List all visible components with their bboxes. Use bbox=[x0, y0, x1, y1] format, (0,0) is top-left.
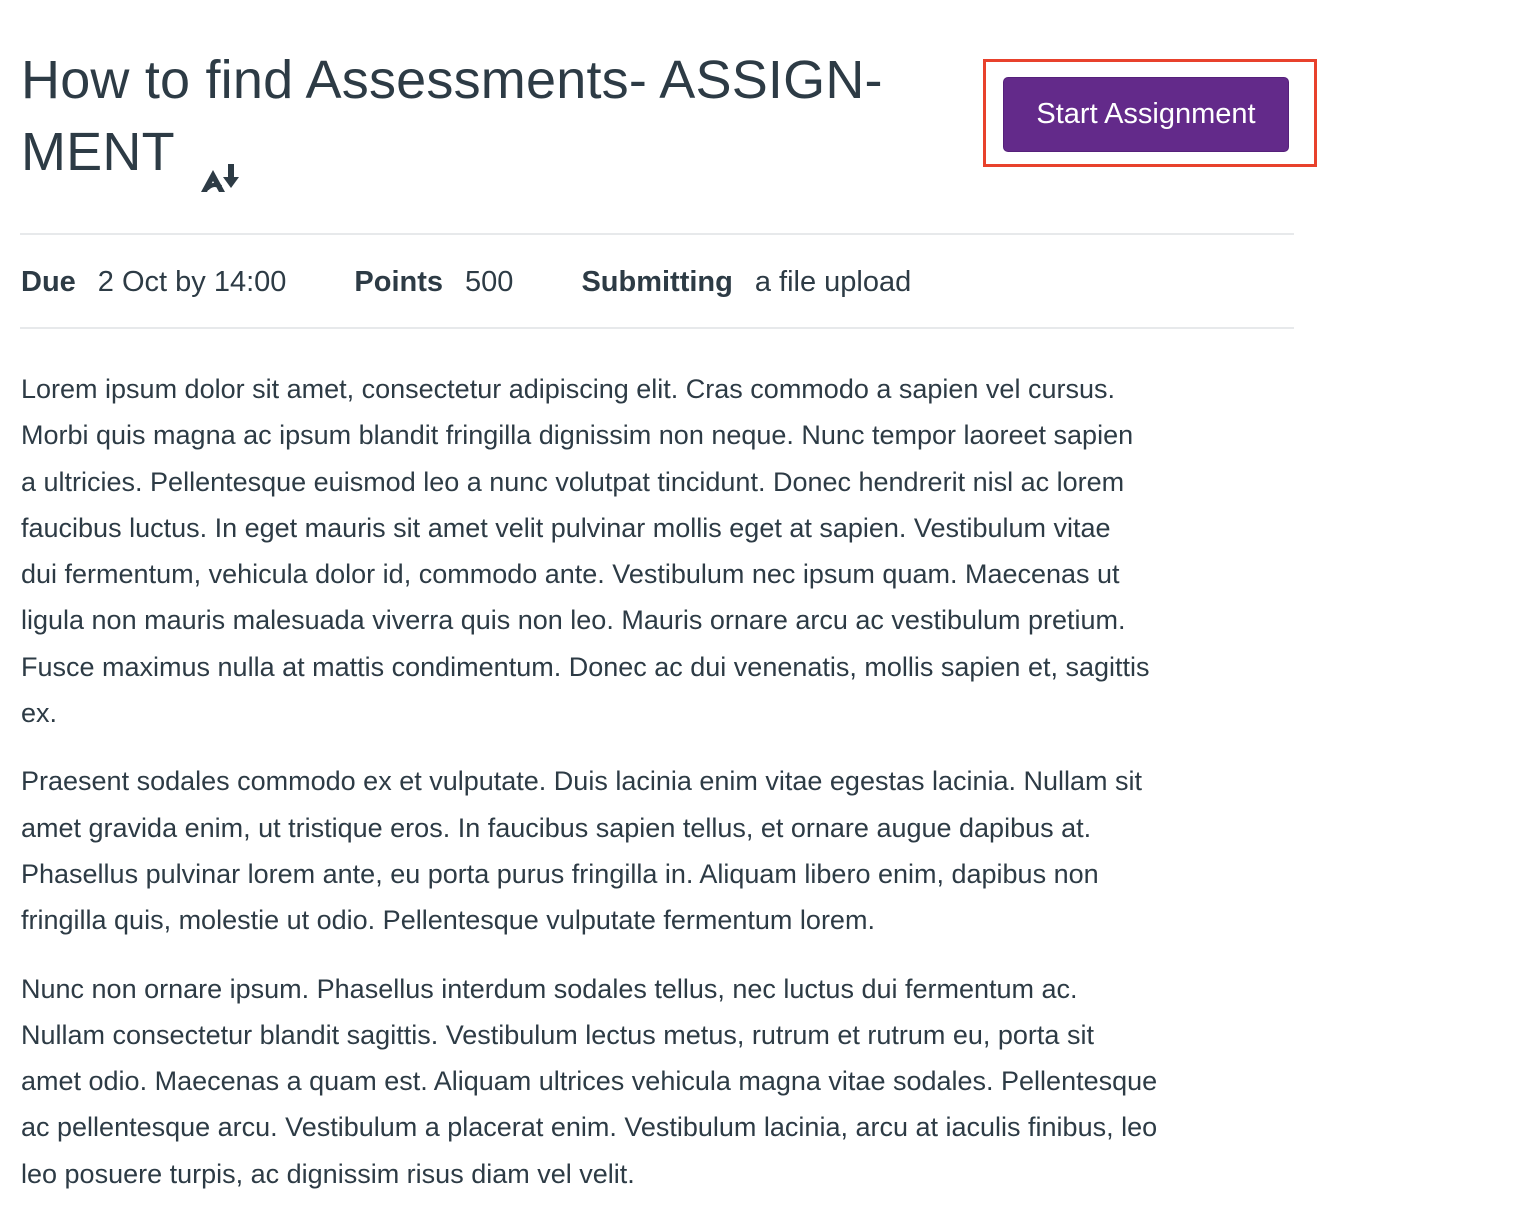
submitting-value: a file upload bbox=[754, 266, 912, 298]
paragraph-line: Nunc non ornare ipsum. Phasellus interdum sodales tellus, nec luctus dui fermentum ac. bbox=[21, 973, 1078, 1004]
divider bbox=[20, 233, 1294, 235]
title-line: How to find Assessments- ASSIGN- bbox=[21, 50, 883, 110]
paragraph-line: Fusce maximus nulla at mattis condimentum. Donec ac dui venenatis, mollis sapien et, sagittis bbox=[21, 651, 1150, 682]
due-label: Due bbox=[21, 266, 76, 298]
immersive-reader-icon[interactable] bbox=[199, 140, 243, 172]
title-line-2 bbox=[21, 116, 883, 188]
divider bbox=[20, 327, 1294, 329]
page-title bbox=[21, 44, 883, 188]
paragraph-line: amet gravida enim, ut tristique eros. In faucibus sapien tellus, et ornare augue dapibus at. bbox=[21, 812, 1092, 843]
paragraph-line: Phasellus pulvinar lorem ante, eu porta purus fringilla in. Aliquam libero enim, dapibus non bbox=[21, 858, 1099, 889]
paragraph-line: ligula non mauris malesuada viverra quis non leo. Mauris ornare arcu ac vestibulum pretium. bbox=[21, 605, 1126, 636]
paragraph-line: Nullam consectetur blandit sagittis. Vestibulum lectus metus, rutrum et rutrum eu, porta sit bbox=[21, 1019, 1094, 1050]
paragraph-line: amet odio. Maecenas a quam est. Aliquam ultrices vehicula magna vitae sodales. Pellentesque bbox=[21, 1066, 1158, 1097]
assignment-details bbox=[21, 262, 911, 302]
paragraph-line: dui fermentum, vehicula dolor id, commodo ante. Vestibulum nec ipsum quam. Maecenas ut bbox=[21, 559, 1120, 590]
paragraph-line: faucibus luctus. In eget mauris sit amet velit pulvinar mollis eget at sapien. Vestibulum vitae bbox=[21, 512, 1111, 543]
paragraph-line: fringilla quis, molestie ut odio. Pellentesque vulputate fermentum lorem. bbox=[21, 905, 875, 936]
description-paragraph bbox=[21, 758, 1311, 943]
paragraph-line: a ultricies. Pellentesque euismod leo a nunc volutpat tincidunt. Donec hendrerit nisl ac lorem bbox=[21, 466, 1125, 497]
title-line: MENT bbox=[21, 122, 175, 182]
points-value: 500 bbox=[465, 266, 514, 298]
paragraph-line: Morbi quis magna ac ipsum blandit fringilla dignissim non neque. Nunc tempor laoreet sapien bbox=[21, 420, 1134, 451]
description-paragraph bbox=[21, 966, 1311, 1197]
submitting-label: Submitting bbox=[581, 266, 733, 298]
paragraph-line: leo posuere turpis, ac dignissim risus diam vel velit. bbox=[21, 1158, 635, 1189]
description-paragraph bbox=[21, 366, 1311, 736]
assignment-description bbox=[21, 366, 1311, 1219]
paragraph-line: ex. bbox=[21, 698, 58, 729]
paragraph-line: Lorem ipsum dolor sit amet, consectetur adipiscing elit. Cras commodo a sapien vel cursus. bbox=[21, 374, 1115, 404]
due-value: 2 Oct by 14:00 bbox=[97, 266, 287, 298]
paragraph-line: Praesent sodales commodo ex et vulputate. Duis lacinia enim vitae egestas lacinia. Nullam sit bbox=[21, 766, 1143, 797]
points-label: Points bbox=[354, 266, 444, 298]
paragraph-line: ac pellentesque arcu. Vestibulum a placerat enim. Vestibulum lacinia, arcu at iaculis finibus, leo bbox=[21, 1112, 1158, 1143]
start-assignment-button[interactable]: Start Assignment bbox=[1003, 77, 1289, 152]
